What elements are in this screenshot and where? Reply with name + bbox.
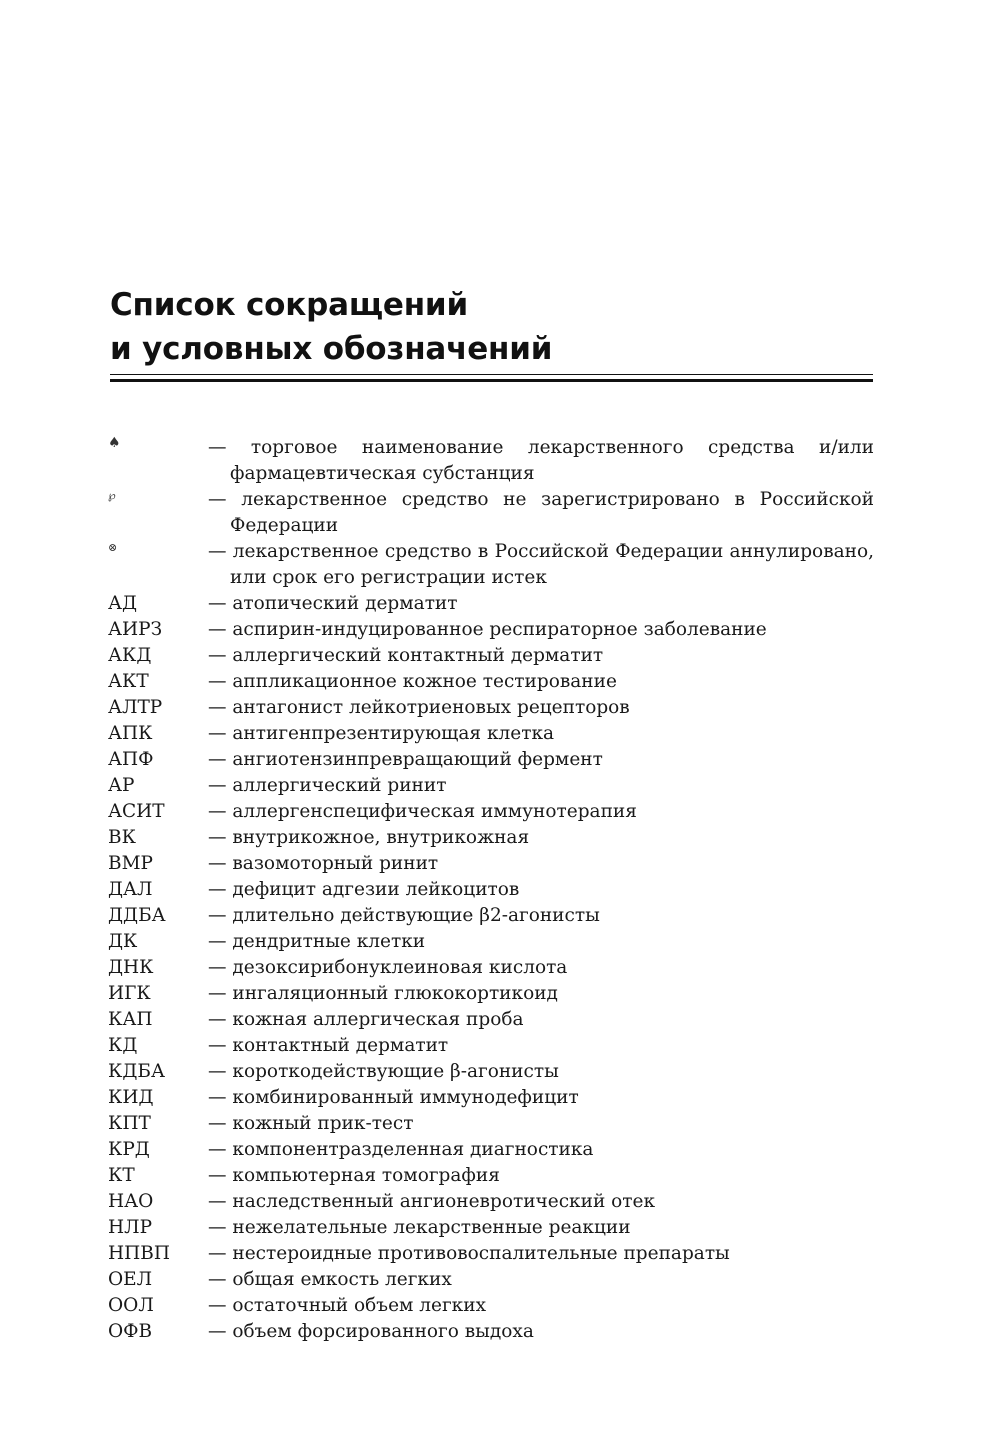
abbreviation-term: НПВП xyxy=(108,1243,170,1264)
abbreviation-definition: — комбинированный иммунодефицит xyxy=(208,1087,579,1108)
abbreviation-term: КИД xyxy=(108,1087,154,1108)
abbreviation-definition: — аллергический ринит xyxy=(208,775,447,796)
abbreviation-term: НЛР xyxy=(108,1217,153,1238)
abbreviation-definition: — дезоксирибонуклеиновая кислота xyxy=(208,957,568,978)
abbreviation-row xyxy=(108,1111,874,1137)
abbreviation-definition: — остаточный объем легких xyxy=(208,1295,487,1316)
abbreviation-definition: — аллергенспецифическая иммунотерапия xyxy=(208,801,637,822)
abbreviation-definition: — аппликационное кожное тестирование xyxy=(208,671,617,692)
abbreviation-term: КТ xyxy=(108,1165,135,1186)
abbreviation-term: ОЕЛ xyxy=(108,1269,153,1290)
abbreviation-term: АПК xyxy=(108,723,153,744)
page-title-line-2: и условных обозначений xyxy=(110,331,553,367)
symbol-definition: — лекарственное средство не зарегистрировано в Российской Федерации xyxy=(208,489,874,536)
abbreviation-definition: — объем форсированного выдоха xyxy=(208,1321,534,1342)
abbreviation-definition: — дефицит адгезии лейкоцитов xyxy=(208,879,520,900)
title-rule-thin xyxy=(110,374,873,375)
abbreviation-term: ВМР xyxy=(108,853,153,874)
abbreviation-term: АР xyxy=(108,775,135,796)
abbreviation-row xyxy=(108,695,874,721)
abbreviation-term: ДДБА xyxy=(108,905,166,926)
abbreviation-definition: — нестероидные противовоспалительные препараты xyxy=(208,1243,730,1264)
abbreviation-definition: — кожная аллергическая проба xyxy=(208,1009,524,1030)
abbreviation-term: АЛТР xyxy=(108,697,163,718)
abbreviation-definition: — компонентразделенная диагностика xyxy=(208,1139,594,1160)
abbreviation-row xyxy=(108,669,874,695)
abbreviation-row xyxy=(108,1033,874,1059)
symbol-definition: — лекарственное средство в Российской Федерации аннулировано, или срок его регистрации истек xyxy=(208,541,874,588)
abbreviation-term: ДАЛ xyxy=(108,879,153,900)
abbreviation-row xyxy=(108,903,874,929)
abbreviation-definition: — компьютерная томография xyxy=(208,1165,500,1186)
page-title-line-1: Список сокращений xyxy=(110,287,468,323)
abbreviation-row xyxy=(108,1241,874,1267)
abbreviation-row xyxy=(108,721,874,747)
abbreviation-row xyxy=(108,643,874,669)
abbreviation-term: ИГК xyxy=(108,983,151,1004)
abbreviation-row xyxy=(108,1163,874,1189)
abbreviation-definition: — наследственный ангионевротический отек xyxy=(208,1191,656,1212)
abbreviation-definition: — антагонист лейкотриеновых рецепторов xyxy=(208,697,630,718)
abbreviation-definition: — внутрикожное, внутрикожная xyxy=(208,827,530,848)
abbreviation-term: АКТ xyxy=(108,671,149,692)
abbreviation-term: АИРЗ xyxy=(108,619,163,640)
abbreviation-row xyxy=(108,773,874,799)
spade-icon: ♠ xyxy=(108,435,121,451)
abbreviation-definition: — общая емкость легких xyxy=(208,1269,452,1290)
abbreviation-definition: — короткодействующие β-агонисты xyxy=(208,1061,559,1082)
abbreviation-definition: — дендритные клетки xyxy=(208,931,426,952)
page-title xyxy=(110,283,552,371)
abbreviation-row xyxy=(108,799,874,825)
abbreviation-row xyxy=(108,1293,874,1319)
abbreviation-list xyxy=(108,435,874,1345)
abbreviation-row xyxy=(108,1319,874,1345)
abbreviation-term: ВК xyxy=(108,827,136,848)
symbol-row xyxy=(108,539,874,591)
abbreviation-definition: — кожный прик-тест xyxy=(208,1113,414,1134)
abbreviation-row xyxy=(108,1137,874,1163)
abbreviation-row xyxy=(108,1215,874,1241)
abbreviation-row xyxy=(108,877,874,903)
abbreviation-term: КД xyxy=(108,1035,138,1056)
abbreviation-row xyxy=(108,981,874,1007)
abbreviation-term: КПТ xyxy=(108,1113,151,1134)
abbreviation-row xyxy=(108,1267,874,1293)
abbreviation-definition: — вазомоторный ринит xyxy=(208,853,439,874)
abbreviation-row xyxy=(108,825,874,851)
abbreviation-term: КАП xyxy=(108,1009,153,1030)
abbreviation-row xyxy=(108,617,874,643)
abbreviation-row xyxy=(108,1007,874,1033)
abbreviation-definition: — атопический дерматит xyxy=(208,593,458,614)
abbreviation-term: ООЛ xyxy=(108,1295,154,1316)
abbreviation-row xyxy=(108,591,874,617)
abbreviation-term: АСИТ xyxy=(108,801,165,822)
abbreviation-definition: — аллергический контактный дерматит xyxy=(208,645,604,666)
abbreviation-term: ДНК xyxy=(108,957,154,978)
abbreviation-row xyxy=(108,747,874,773)
symbol-row xyxy=(108,487,874,539)
abbreviation-term: АД xyxy=(108,593,138,614)
abbreviation-definition: — контактный дерматит xyxy=(208,1035,449,1056)
abbreviation-row xyxy=(108,1085,874,1111)
symbol-definition: — торговое наименование лекарственного средства и/или фармацевтическая субстанция xyxy=(208,437,874,484)
symbol-row xyxy=(108,435,874,487)
abbreviation-definition: — длительно действующие β2-агонисты xyxy=(208,905,600,926)
abbreviation-row xyxy=(108,955,874,981)
circled-x-icon: ⊗ xyxy=(108,541,118,554)
abbreviation-term: КРД xyxy=(108,1139,150,1160)
abbreviation-definition: — ангиотензинпревращающий фермент xyxy=(208,749,603,770)
abbreviation-term: АКД xyxy=(108,645,152,666)
abbreviation-term: АПФ xyxy=(108,749,154,770)
abbreviation-term: КДБА xyxy=(108,1061,165,1082)
abbreviation-row xyxy=(108,1059,874,1085)
abbreviation-row xyxy=(108,929,874,955)
abbreviation-term: ОФВ xyxy=(108,1321,153,1342)
abbreviation-definition: — нежелательные лекарственные реакции xyxy=(208,1217,631,1238)
title-rule-thick xyxy=(110,379,873,382)
abbreviation-definition: — антигенпрезентирующая клетка xyxy=(208,723,555,744)
abbreviation-row xyxy=(108,1189,874,1215)
abbreviation-row xyxy=(108,851,874,877)
abbreviation-term: НАО xyxy=(108,1191,154,1212)
unregistered-icon: ℘ xyxy=(108,489,116,502)
abbreviation-definition: — ингаляционный глюкокортикоид xyxy=(208,983,558,1004)
abbreviation-definition: — аспирин-индуцированное респираторное заболевание xyxy=(208,619,767,640)
abbreviation-term: ДК xyxy=(108,931,138,952)
